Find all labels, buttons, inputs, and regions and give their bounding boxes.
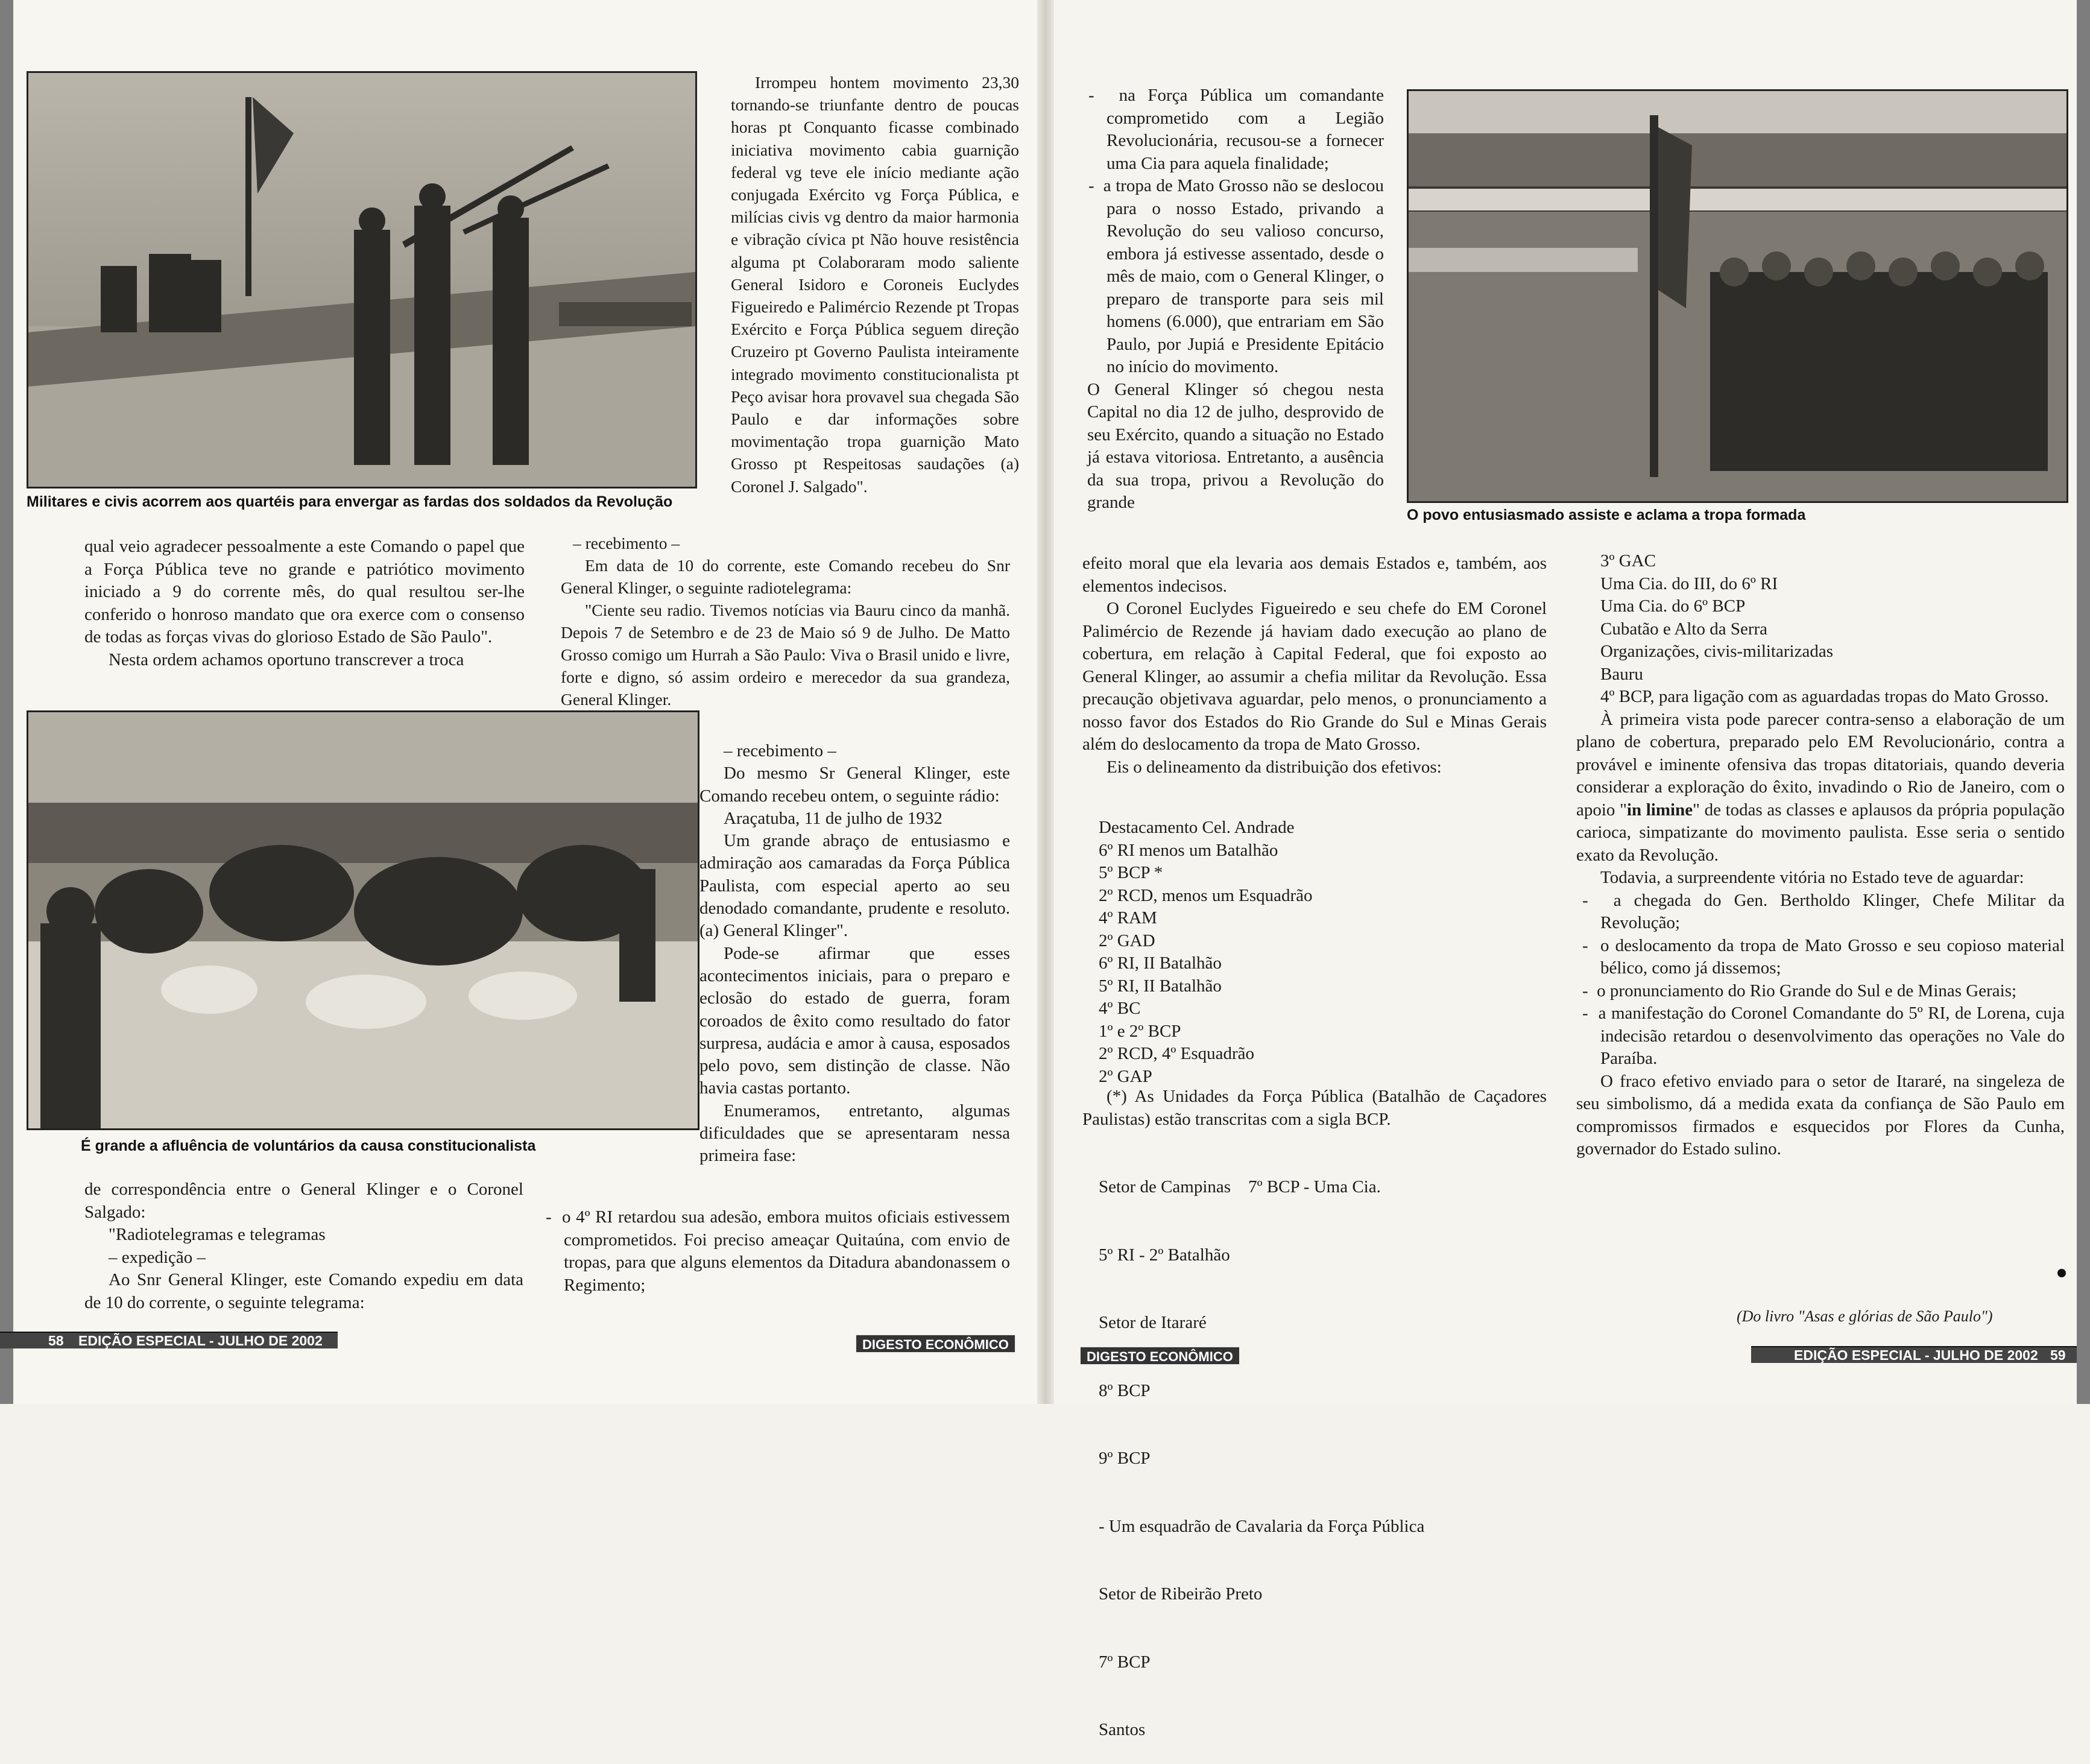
paragraph: O Coronel Euclydes Figueiredo e seu chefe do EM Coronel Palimércio de Rezende já haviam dado execução ao plano de cobertura, em relação à Capital Federal, que foi exposto ao General Klinger, ao assumir a chefia militar da Revolução. Essa precaução objetivava aguardar, pelo menos, o pronunciamento a nosso favor dos Estados do Rio Grande do Sul e Minas Gerais além do deslocamento da tropa de Mato Grosso.: [1082, 599, 1547, 754]
list-item: - a chegada do Gen. Bertholdo Klinger, Chefe Militar da Revolução;: [1582, 890, 2065, 932]
paragraph: O General Klinger só chegou nesta Capital no dia 12 de julho, desprovido de seu Exército, quando a situação no Estado já estava vitoriosa. Entretanto, a ausência da sua tropa, privou a Revolução do grande: [1087, 379, 1384, 512]
paragraph: Todavia, a surpreendente vitória no Estado teve de aguardar:: [1600, 868, 2024, 887]
unit-line: Cubatão e Alto da Serra: [1600, 619, 1768, 639]
list-item: - o 4º RI retardou sua adesão, embora muitos oficiais estivessem comprometidos. Foi preciso ameaçar Quitaúna, com envio de tropas, para que alguns elementos da Ditadura abandonassem o Regimento;: [546, 1207, 1010, 1295]
unit-line: Santos: [1099, 1720, 1146, 1739]
subheading: – recebimento –: [724, 741, 836, 760]
paragraph: Do mesmo Sr General Klinger, este Comando recebeu ontem, o seguinte rádio:: [699, 763, 1010, 806]
photo-volunteers: [27, 710, 699, 1130]
paragraph: Irrompeu hontem movimento 23,30 tornando-se triunfante dentro de poucas horas pt Conquanto ficasse combinado iniciativa movimento cabia guarnição federal vg teve ele início mediante ação conjugada Exército vg Força Pública, e milícias civis vg dentro da maior harmonia e vibração cívica pt Não houve resistência alguma pt Colaboraram modo saliente General Isidoro e Coroneis Euclydes Figueiredo e Palimércio Rezende pt Tropas Exército e Força Pública seguem direção Cruzeiro pt Governo Paulista inteiramente integrado movimento constitucionalista pt Peço avisar hora provavel sua chegada São Paulo e dar informações sobre movimentação tropa guarnição Mato Grosso pt Respeitosas saudações (a) Coronel J. Salgado".: [731, 73, 1019, 496]
unit-line: 9º BCP: [1099, 1449, 1151, 1468]
paragraph: Em data de 10 do corrente, este Comando recebeu do Snr General Klinger, o seguinte radiotelegrama:: [561, 556, 1010, 597]
unit-line: 5º BCP *: [1099, 863, 1163, 882]
list-item: - o pronunciamento do Rio Grande do Sul e de Minas Gerais;: [1582, 981, 2017, 1001]
photo-crowd-caption: O povo entusiasmado assiste e aclama a tropa formada: [1407, 507, 1806, 523]
paragraph: Um grande abraço de entusiasmo e admiração aos camaradas da Força Pública Paulista, com especial aperto ao seu denodado comandante, prudente e resoluto. (a) General Klinger".: [699, 831, 1010, 941]
right-edge: [2077, 0, 2090, 1404]
paragraph: "Radiotelegramas e telegramas: [109, 1225, 326, 1244]
paragraph: Enumeramos, entretanto, algumas dificuldades que se apresentaram nessa primeira fase:: [699, 1101, 1010, 1166]
list-item: - na Força Pública um comandante comprometido com a Legião Revolucionária, recusou-se a fornecer uma Cia para aquela finalidade;: [1088, 86, 1384, 173]
paragraph: efeito moral que ela levaria aos demais Estados e, também, aos elementos indecisos.: [1082, 554, 1547, 596]
paragraph: de correspondência entre o General Klinger e o Coronel Salgado:: [84, 1180, 523, 1222]
unit-line: 8º BCP: [1099, 1380, 1151, 1400]
source-credit: (Do livro "Asas e glórias de São Paulo"): [1737, 1307, 1993, 1325]
paragraph: O fraco efetivo enviado para o setor de Itararé, na singeleza de seu simbolismo, dá a medida exata da confiança de São Paulo em compromissos firmados e esquecidos por Flores da Cunha, governador do Estado sulino.: [1576, 1071, 2065, 1159]
dateline: Araçatuba, 11 de julho de 1932: [724, 808, 942, 828]
unit-line: Bauru: [1600, 664, 1643, 684]
binding-gutter: [1037, 0, 1054, 1404]
left-col1-bottom: [84, 1178, 523, 1314]
paragraph: Eis o delineamento da distribuição dos efetivos:: [1107, 757, 1442, 777]
paragraph: – expedição –: [109, 1247, 206, 1267]
page-number-left: 58: [48, 1333, 64, 1348]
unit-line: 3º GAC: [1600, 551, 1656, 571]
right-col1-upper: [1082, 84, 1384, 514]
left-col2-bottom: [540, 1206, 1010, 1297]
paragraph: Pode-se afirmar que esses acontecimentos iniciais, para o preparo e eclosão do estado de guerra, foram coroados de êxito como resultado do fator surpresa, audácia e amor à causa, esposados pelo povo, sem distinção de classe. Não havia castas portanto.: [699, 943, 1010, 1098]
paragraph: "Ciente seu radio. Tivemos notícias via Bauru cinco da manhã. Depois 7 de Setembro e de 23 de Maio só 9 de Julho. De Matto Grosso comigo um Hurrah a São Paulo: Viva o Brasil unido e livre, forte e digno, só assim ordeiro e merecedor da sua grandeza, General Klinger.: [561, 601, 1010, 709]
unit-line: 1º e 2º BCP: [1099, 1021, 1181, 1041]
paragraph: 4º BCP, para ligação com as aguardadas tropas do Mato Grosso.: [1600, 687, 2049, 706]
paragraph: Ao Snr General Klinger, este Comando expediu em data de 10 do corrente, o seguinte telegrama:: [84, 1270, 523, 1312]
list-item: - a manifestação do Coronel Comandante do 5º RI, de Lorena, cuja indecisão retardou o desenvolvimento das operações no Vale do Paraíba.: [1582, 1004, 2065, 1068]
edition-label-left: EDIÇÃO ESPECIAL - JULHO DE 2002: [78, 1333, 323, 1348]
left-col1-top: [84, 536, 525, 671]
magazine-tag-right: DIGESTO ECONÔMICO: [1079, 1346, 1240, 1365]
unit-line: - Um esquadrão de Cavalaria da Força Pública: [1099, 1516, 1425, 1536]
unit-line: 6º RI, II Batalhão: [1099, 953, 1222, 973]
unit-line: Uma Cia. do 6º BCP: [1600, 596, 1746, 616]
left-col2-lower: [699, 740, 1010, 1168]
unit-line: Setor de Ribeirão Preto: [1099, 1584, 1263, 1604]
unit-line: 4º RAM: [1099, 908, 1157, 928]
photo-parade: [27, 71, 697, 488]
unit-line: Setor de Campinas 7º BCP - Uma Cia.: [1099, 1177, 1381, 1197]
unit-line: 6º RI menos um Batalhão: [1099, 840, 1278, 860]
unit-line: 2º RCD, menos um Esquadrão: [1099, 885, 1313, 905]
in-limine-emphasis: in limine: [1626, 800, 1693, 820]
list-item: - a tropa de Mato Grosso não se deslocou para o nosso Estado, privando a Revolução do seu valioso concurso, embora já estivesse assentado, desde o mês de maio, com o General Klinger, o preparo de transporte para seis mil homens (6.000), que entrariam em São Paulo, por Jupiá e Presidente Epitácio no início do movimento.: [1088, 176, 1384, 376]
list-item: - o deslocamento da tropa de Mato Grosso e seu copioso material bélico, como já dissemos;: [1582, 935, 2065, 978]
unit-line: 5º RI - 2º Batalhão: [1099, 1245, 1230, 1265]
unit-line: Organizações, civis-militarizadas: [1600, 642, 1833, 661]
photo-volunteers-caption: É grande a afluência de voluntários da causa constitucionalista: [81, 1137, 536, 1154]
photo-parade-caption: Militares e civis acorrem aos quartéis para envergar as fardas dos soldados da Revolução: [27, 493, 673, 510]
right-col2: [1576, 550, 2065, 1161]
right-units-list-2: [1099, 1131, 1548, 1764]
left-col2-middle: [561, 532, 1010, 710]
unit-line: Setor de Itararé: [1099, 1313, 1207, 1332]
unit-line: 2º GAD: [1099, 931, 1155, 950]
paragraph: qual veio agradecer pessoalmente a este Comando o papel que a Força Pública teve no grande e patriótico movimento iniciado a 9 do corrente mês, do qual resultou ser-lhe conferido o honroso mandato que ora exerce com o consenso de todas as forças vivas do glorioso Estado de São Paulo".: [84, 537, 525, 646]
unit-line: 5º RI, II Batalhão: [1099, 976, 1222, 996]
right-col1-wide: [1082, 552, 1547, 779]
left-col2-upper: [731, 71, 1019, 498]
magazine-tag-left: DIGESTO ECONÔMICO: [855, 1334, 1016, 1353]
unit-line: 7º BCP: [1099, 1652, 1151, 1672]
right-units-list: [1099, 817, 1548, 1088]
unit-line: 4º BC: [1099, 999, 1141, 1018]
left-edge: [0, 0, 13, 1404]
unit-line: 2º GAP: [1099, 1066, 1152, 1086]
page-number-right: 59: [2050, 1347, 2066, 1363]
edition-label-right: EDIÇÃO ESPECIAL - JULHO DE 2002: [1794, 1347, 2038, 1363]
subheading: – recebimento –: [573, 534, 680, 552]
end-mark-icon: [2057, 1269, 2066, 1277]
unit-line: 2º RCD, 4º Esquadrão: [1099, 1044, 1255, 1063]
paragraph: Nesta ordem achamos oportuno transcrever a troca: [109, 650, 464, 669]
right-footnote: [1082, 1086, 1547, 1131]
footnote: (*) As Unidades da Força Pública (Batalhão de Caçadores Paulistas) estão transcritas com a sigla BCP.: [1082, 1087, 1547, 1129]
paragraph: À primeira vista pode parecer contra-senso a elaboração de um plano de cobertura, preparado pelo EM Revolucionário, contra a provável e iminente ofensiva das tropas ditatoriais, quando deveria considerar a exploração do êxito, invadindo o Rio de Janeiro, com o apoio "in limine" de todas as classes e aplausos da própria população carioca, simpatizante do movimento paulista. Esse seria o sentido exato da Revolução.: [1576, 709, 2065, 865]
photo-crowd-troops: [1407, 89, 2068, 503]
unit-line: Destacamento Cel. Andrade: [1099, 818, 1295, 837]
unit-line: Uma Cia. do III, do 6º RI: [1600, 574, 1778, 593]
